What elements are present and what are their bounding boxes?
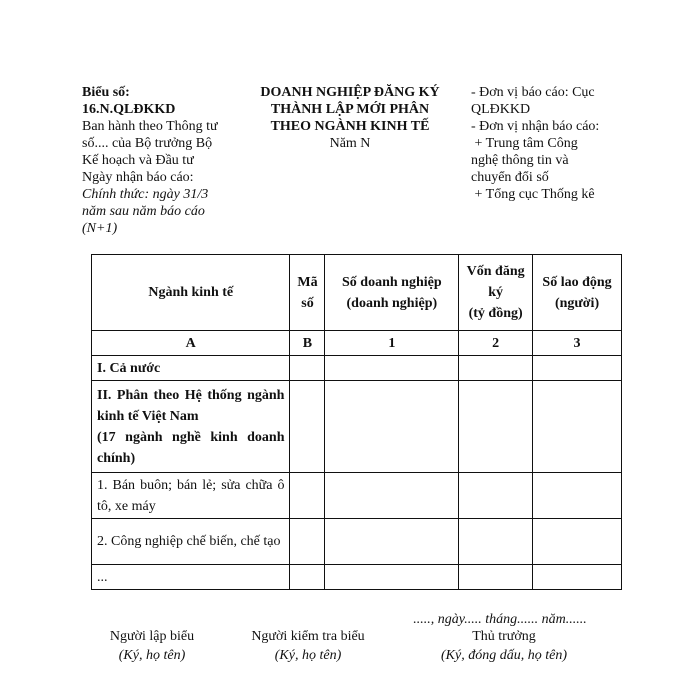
column-code: 3 [533, 331, 622, 356]
row-label: II. Phân theo Hệ thống ngành kinh tế Việt Nam (17 ngành nghề kinh doanh chính) [92, 381, 290, 473]
table-cell [290, 565, 325, 590]
table-cell [459, 473, 533, 519]
receiving-unit-line: + Trung tâm Công [471, 136, 578, 151]
receiving-unit-line: nghệ thông tin và [471, 153, 569, 168]
column-header-enterprises: Số doanh nghiệp (doanh nghiệp) [325, 255, 459, 331]
signature-block-reviewer [240, 627, 376, 665]
receiving-unit-line: + Tổng cục Thống kê [471, 187, 595, 202]
report-title-line: DOANH NGHIỆP ĐĂNG KÝ [260, 85, 440, 100]
report-title-line: THEO NGÀNH KINH TẾ [270, 119, 430, 134]
table-cell [533, 473, 622, 519]
form-info-block [82, 84, 252, 237]
table-cell [325, 565, 459, 590]
receiving-unit-line: chuyển đổi số [471, 170, 549, 185]
reporting-unit-line: QLĐKKD [471, 102, 531, 117]
issued-line: Ban hành theo Thông tư [82, 119, 218, 134]
signature-block-preparer [92, 627, 212, 665]
column-code: A [92, 331, 290, 356]
official-date-line: năm sau năm báo cáo [82, 204, 205, 219]
form-number-label: Biểu số: [82, 85, 130, 100]
signature-date-line: ....., ngày..... tháng...... năm...... [413, 612, 587, 627]
table-cell [325, 473, 459, 519]
table-code-row [92, 331, 622, 356]
table-cell [459, 519, 533, 565]
column-header-code: Mã số [290, 255, 325, 331]
report-year: Năm N [329, 136, 371, 151]
signature-title: Thủ trưởng [472, 629, 536, 644]
issued-line: Kế hoạch và Đầu tư [82, 153, 194, 168]
signature-note: (Ký, họ tên) [118, 648, 186, 663]
column-header-labor: Số lao động (người) [533, 255, 622, 331]
table-row [92, 381, 622, 473]
row-label: I. Cả nước [92, 356, 290, 381]
issued-line: số.... của Bộ trưởng Bộ [82, 136, 213, 151]
table-row [92, 473, 622, 519]
issued-line: Ngày nhận báo cáo: [82, 170, 194, 185]
table-header-row [92, 255, 622, 331]
table-cell [325, 519, 459, 565]
table-cell [533, 356, 622, 381]
table-cell [325, 356, 459, 381]
signature-block-head [420, 627, 588, 665]
column-code: B [290, 331, 325, 356]
column-code: 2 [459, 331, 533, 356]
column-code: 1 [325, 331, 459, 356]
signature-title: Người kiểm tra biểu [251, 629, 365, 644]
table-cell [290, 381, 325, 473]
signature-note: (Ký, họ tên) [274, 648, 342, 663]
table-cell [533, 565, 622, 590]
signature-title: Người lập biểu [109, 629, 195, 644]
table-cell [290, 473, 325, 519]
table-cell [533, 381, 622, 473]
form-number: 16.N.QLĐKKD [82, 102, 176, 117]
signature-note: (Ký, đóng dấu, họ tên) [441, 648, 567, 663]
table-row [92, 565, 622, 590]
table-row [92, 519, 622, 565]
report-title-block [245, 84, 455, 152]
table-cell [325, 381, 459, 473]
table-cell [290, 356, 325, 381]
official-date-line: Chính thức: ngày 31/3 [82, 187, 209, 202]
industry-report-table [91, 254, 622, 590]
table-cell [290, 519, 325, 565]
table-cell [459, 381, 533, 473]
table-cell [533, 519, 622, 565]
official-date-line: (N+1) [82, 221, 118, 236]
reporting-unit-line: - Đơn vị báo cáo: Cục [471, 85, 595, 100]
row-label: ... [92, 565, 290, 590]
receiving-unit-line: - Đơn vị nhận báo cáo: [471, 119, 600, 134]
column-header-capital: Vốn đăng ký (tỷ đồng) [459, 255, 533, 331]
column-header-industry: Ngành kinh tế [92, 255, 290, 331]
row-label: 2. Công nghiệp chế biến, chế tạo [92, 519, 290, 565]
reporting-units-block [471, 84, 631, 203]
table-cell [459, 356, 533, 381]
row-label: 1. Bán buôn; bán lẻ; sửa chữa ô tô, xe máy [92, 473, 290, 519]
report-title-line: THÀNH LẬP MỚI PHÂN [270, 102, 430, 117]
table-row [92, 356, 622, 381]
table-cell [459, 565, 533, 590]
